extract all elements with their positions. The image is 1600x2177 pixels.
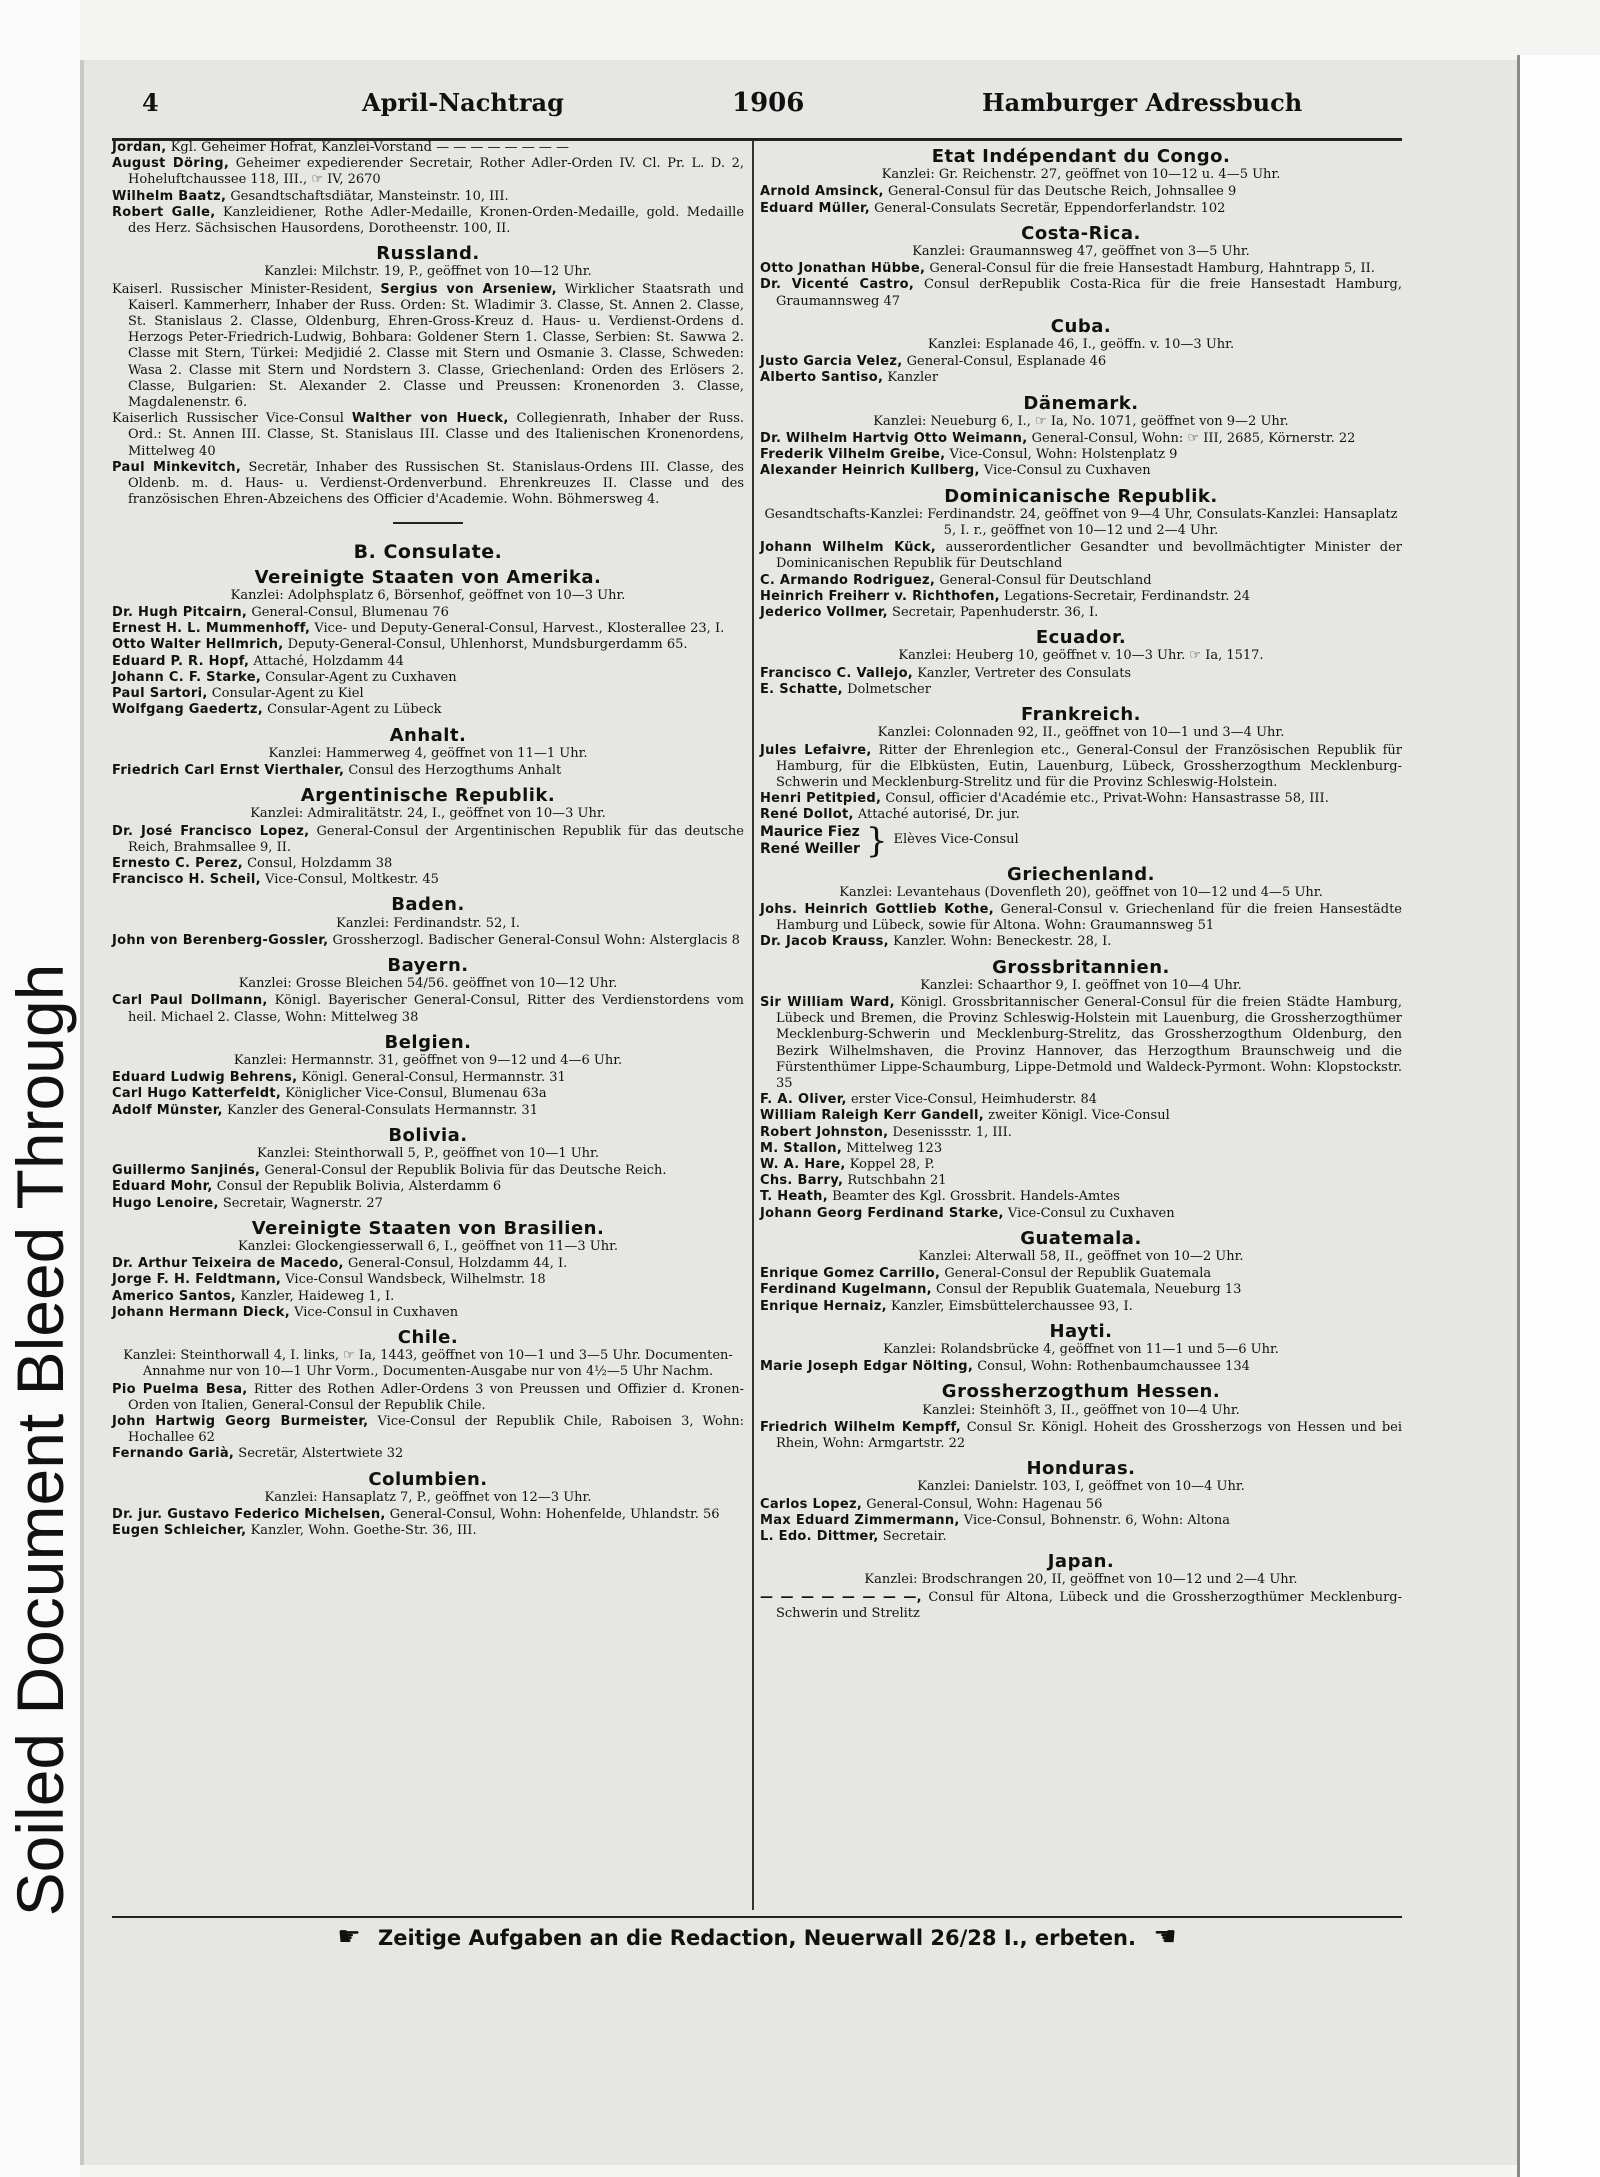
entry [112,993,744,1025]
entry-text: Consul, Wohn: Rothenbaumchaussee 134 [977,1359,1250,1375]
entry-name: Guillermo Sanjinés, [112,1163,261,1179]
entry-text: General-Consulats Secretär, Eppendorferlandstr. 102 [874,200,1226,216]
entry [760,1497,1402,1513]
entry-name: Alexander Heinrich Kullberg, [760,463,980,479]
entry [112,1256,744,1272]
entry-text: Elèves Vice-Consul [893,832,1019,848]
entry-name: Jules Lefaivre, [760,742,872,758]
entry-prefix: Kaiserl. Russischer Minister-Resident, [112,281,373,297]
left-column [112,140,744,1539]
entry-name: Walther von Hueck, [351,411,509,427]
side-margin-label-strip [0,0,80,2177]
kanzlei-line: Kanzlei: Glockengiesserwall 6, I., geöffnet von 11—3 Uhr. [238,1238,618,1254]
entry-text: General-Consul, Esplanade 46 [906,354,1107,370]
entry [112,824,744,856]
entry-text: Grossherzogl. Badischer General-Consul Wohn: Alsterglacis 8 [332,932,740,948]
entry [760,1359,1402,1375]
entry-name: — — — — — — — —, [760,1589,922,1605]
entry [112,605,744,621]
kanzlei-line: Kanzlei: Esplanade 46, I., geöffn. v. 10—3 Uhr. [927,337,1235,353]
kanzlei-line: Kanzlei: Heuberg 10, geöffnet v. 10—3 Uhr. ☞ Ia, 1517. [898,648,1264,664]
country-heading: Dänemark. [1023,392,1139,414]
entry-name: Paul Sartori, [112,686,208,702]
entry-text: Vice-Consul der Republik Chile, Raboisen 3, Wohn: Hochallee 62 [128,1414,744,1446]
entry-text: Königl. Grossbritannischer General-Consul für die freien Städte Hamburg, Lübeck und Bremen, die Provinz Schleswig-Holstein mit Lauenburg, die Grossherzogthümer Mecklenburg-Schwerin und Mecklenburg-Strelitz, das Grossherzogthum Oldenburg, den Bezirk Wilhelmshaven, die Provinz Hannover, das Herzogthum Braunschweig und die Fürstenthümer Lippe-Schaumburg, Lippe-Detmold und Waldeck-Pyrmont. Wohn: Klopstockstr. 35 [776,994,1402,1091]
entry [760,1189,1402,1205]
entry-text: Secretair, Papenhuderstr. 36, I. [892,605,1099,621]
entry-name: Jorge F. H. Feldtmann, [112,1272,282,1288]
entry [760,1108,1402,1124]
entry [760,902,1402,934]
entry-name: Sir William Ward, [760,994,895,1010]
kanzlei-line: Kanzlei: Hermannstr. 31, geöffnet von 9—12 und 4—6 Uhr. [233,1052,623,1068]
entry-text: Kanzler, Haideweg 1, I. [240,1288,395,1304]
entry-name: Ernest H. L. Mummenhoff, [112,621,311,637]
entry-name: Enrique Gomez Carrillo, [760,1266,941,1282]
entry [760,277,1402,309]
entry-name: Fernando Garià, [112,1446,235,1462]
entry [760,370,1402,386]
column-divider [752,140,754,1910]
entry [760,447,1402,463]
entry-text: Secretär, Inhaber des Russischen St. Stanislaus-Ordens III. Classe, des Oldenb. m. d. Haus- u. Verdienst-Ordenverbund. Ehrenkreuzes II. Classe und des französischen Ehren-Abzeichens des Officier d'Academie. Wohn. Böhmersweg 4. [128,459,744,508]
entry [760,1420,1402,1452]
entry [112,686,744,702]
kanzlei-line: Kanzlei: Admiralitätstr. 24, I., geöffnet von 10—3 Uhr. [250,806,606,822]
country-heading: Griechenland. [1007,863,1155,885]
entry-name: Max Eduard Zimmermann, [760,1512,960,1528]
entry [760,807,1402,823]
kanzlei-line: Kanzlei: Danielstr. 103, I, geöffnet von 10—4 Uhr. [917,1479,1245,1495]
entry-name: Francisco C. Vallejo, [760,665,914,681]
entry [112,411,744,460]
entry-name: Carl Paul Dollmann, [112,993,268,1009]
entry-text: Kanzler, Vertreter des Consulats [917,665,1132,681]
entry-name: Friedrich Wilhelm Kempff, [760,1419,961,1435]
entry-name: Eduard Müller, [760,200,871,216]
kanzlei-line: Kanzlei: Rolandsbrücke 4, geöffnet von 11—1 und 5—6 Uhr. [883,1342,1279,1357]
entry-text: Kgl. Geheimer Hofrat, Kanzlei-Vorstand — — — — — — — — [170,140,570,155]
footer-text: Zeitige Aufgaben an die Redaction, Neuerwall 26/28 I., erbeten. [378,1926,1136,1950]
entry-name: Dr. José Francisco Lopez, [112,823,310,839]
page-header [112,82,1402,141]
country-heading: Anhalt. [389,724,467,746]
entry [760,1590,1402,1622]
entry [112,872,744,888]
entry-name: John Hartwig Georg Burmeister, [112,1414,369,1430]
country-heading: Honduras. [1026,1458,1136,1480]
kanzlei-line: Kanzlei: Levantehaus (Dovenfleth 20), geöffnet von 10—12 und 4—5 Uhr. [839,884,1323,900]
entry [760,184,1402,200]
entry-name: Jordan, [112,140,167,155]
entry [760,934,1402,950]
entry [760,1157,1402,1173]
entry [112,156,744,188]
entry-text: Kanzler, Eimsbüttelerchaussee 93, I. [890,1298,1133,1314]
entry-name: Johann Georg Ferdinand Starke, [760,1205,1004,1221]
entry-name: Eduard Ludwig Behrens, [112,1070,298,1086]
entry [760,573,1402,589]
kanzlei-line: Kanzlei: Ferdinandstr. 52, I. [336,915,520,931]
entry-text: Wirklicher Staatsrath und Kaiserl. Kammerherr, Inhaber der Russ. Orden: St. Wladimir 3. Classe, St. Annen 2. Classe, St. Stanislaus 2. Classe, Oldenburg, Ehren-Gross-Kreuz d. Haus- u. Verdienst-Ordens d. Herzogs Peter-Friedrich-Ludwig, Bohbara: Goldener Stern 1. Classe, Serbien: St. Sawwa 2. Classe mit Stern, Türkei: Medjidié 2. Classe mit Stern und Osmanie 3. Classe, Schweden: Wasa 2. Classe mit Stern und Nordstern 3. Classe, Griechenland: Orden des Erlösers 2. Classe, Bulgarien: St. Alexander 2. Classe und Preussen: Kronenorden 3. Classe, Magdalenenstr. 6. [128,281,744,411]
entry [760,1529,1402,1545]
entry-text: Vice- und Deputy-General-Consul, Harvest., Klosterallee 23, I. [314,621,725,637]
country-heading: Frankreich. [1020,704,1142,726]
entry-text: Vice-Consul, Moltkestr. 45 [265,872,439,888]
entry [112,1196,744,1212]
entry-name: Dr. Hugh Pitcairn, [112,605,248,621]
entry-text: Attaché, Holzdamm 44 [253,653,404,669]
entry [112,1086,744,1102]
country-heading: Costa-Rica. [1021,222,1141,244]
kanzlei-line: Kanzlei: Adolphsplatz 6, Börsenhof, geöffnet von 10—3 Uhr. [230,587,626,603]
entry [112,205,744,237]
entry [112,1446,744,1462]
entry-text: ausserordentlicher Gesandter und bevollmächtigter Minister der Dominicanischen Republik für Deutschland [776,540,1403,572]
entry [112,933,744,949]
country-heading: Bolivia. [388,1124,468,1146]
bracket-names [760,824,860,856]
entry-name: Friedrich Carl Ernst Vierthaler, [112,762,345,778]
entry [760,261,1402,277]
kanzlei-line: Kanzlei: Gr. Reichenstr. 27, geöffnet von 10—12 u. 4—5 Uhr. [881,167,1281,183]
entry-text: Consul des Herzogthums Anhalt [348,762,562,778]
entry-text: General-Consul v. Griechenland für die freien Hansestädte Hamburg und Lübeck, sowie für Altona. Wohn: Graumannsweg 51 [776,901,1402,934]
entry [112,856,744,872]
entry-text: General-Consul, Wohn: Hagenau 56 [866,1496,1103,1512]
entry [760,431,1402,447]
entry-name: Johann Hermann Dieck, [112,1304,290,1320]
entry [760,682,1402,698]
entry-name: T. Heath, [760,1189,828,1205]
entry-name: Adolf Münster, [112,1102,223,1118]
entry-name: Hugo Lenoire, [112,1195,219,1211]
section-heading: B. Consulate. [353,541,503,564]
entry [760,540,1402,572]
edition-label: April-Nachtrag [362,88,564,117]
entry [112,637,744,653]
country-heading: Dominicanische Republik. [944,485,1218,507]
entry-text: Vice-Consul Wandsbeck, Wilhelmstr. 18 [285,1272,546,1288]
entry-name: John von Berenberg-Gossler, [112,932,329,948]
kanzlei-line: Kanzlei: Grosse Bleichen 54/56. geöffnet von 10—12 Uhr. [238,976,618,992]
entry-name: Eduard P. R. Hopf, [112,653,250,669]
entry-prefix: Kaiserlich Russischer Vice-Consul [112,411,344,427]
entry [760,666,1402,682]
entry-text: Consul der Republik Bolivia, Alsterdamm 6 [216,1179,502,1195]
entry [112,1179,744,1195]
entry-name: Dr. Vicenté Castro, [760,277,915,293]
entry-text: Geheimer expedierender Secretair, Rother Adler-Orden IV. Cl. Pr. L. D. 2, Hoheluftchaussee 118, III., ☞ IV, 2670 [128,156,744,188]
entry-text: General-Consul für das Deutsche Reich, Johnsallee 9 [887,184,1237,200]
entry-text: General-Consul der Republik Bolivia für das Deutsche Reich. [264,1163,667,1179]
kanzlei-line: Kanzlei: Colonnaden 92, II., geöffnet von 10—1 und 3—4 Uhr. [877,725,1285,741]
entry-name: Ernesto C. Perez, [112,855,243,871]
entry-text: Consul, officier d'Académie etc., Privat-Wohn: Hansastrasse 58, III. [885,791,1329,807]
entry [760,995,1402,1092]
entry [112,1523,744,1539]
entry [112,140,744,156]
entry-name: Frederik Vilhelm Greibe, [760,447,946,463]
entry-text: General-Consul für Deutschland [939,572,1152,588]
entry-text: Rutschbahn 21 [847,1173,947,1189]
country-heading: Baden. [391,894,465,916]
entry-name: Arnold Amsinck, [760,184,884,200]
entry-text: Beamter des Kgl. Grossbrit. Handels-Amtes [832,1189,1120,1205]
entry-name: Justo Garcia Velez, [760,354,903,370]
entry-name: Johann C. F. Starke, [112,669,262,685]
entry-text: Consul, Holzdamm 38 [247,855,393,871]
section-divider [393,522,463,524]
entry-text: Collegienrath, Inhaber der Russ. Ord.: St. Annen III. Classe, St. Stanislaus III. Classe und des Italienischen Kronenordens, Mittelweg 40 [128,411,745,459]
entry-name: Eduard Mohr, [112,1179,213,1195]
entry [760,1266,1402,1282]
entry-name: William Raleigh Kerr Gandell, [760,1108,984,1124]
entry-name: Robert Johnston, [760,1124,889,1140]
country-heading: Belgien. [384,1031,472,1053]
entry-name: Carlos Lopez, [760,1496,863,1512]
entry-text: Consul Sr. Königl. Hoheit des Grossherzogs von Hessen und bei Rhein, Wohn: Armgartstr. 22 [776,1419,1402,1452]
entry-name: Johann Wilhelm Kück, [760,540,937,556]
entry-text: General-Consul der Argentinischen Republik für das deutsche Reich, Brahmsallee 9, II. [128,823,744,855]
entry-name: Maurice Fiez [760,824,860,841]
side-margin-label: Soiled Document Bleed Through [3,963,77,1917]
entry-text: Desenissstr. 1, III. [892,1124,1012,1140]
footer-notice [112,1922,1402,1952]
kanzlei-line: Kanzlei: Steinthorwall 5, P., geöffnet von 10—1 Uhr. [257,1145,599,1161]
entry [760,201,1402,217]
entry-text: Secretär, Alstertwiete 32 [238,1446,404,1462]
entry [760,589,1402,605]
entry-text: erster Vice-Consul, Heimhuderstr. 84 [850,1092,1098,1108]
entry-name: L. Edo. Dittmer, [760,1529,879,1545]
entry-text: zweiter Königl. Vice-Consul [988,1108,1170,1124]
entry [112,670,744,686]
entry [760,463,1402,479]
entry-text: Kanzler des General-Consulats Hermannstr. 31 [226,1102,538,1118]
country-heading: Guatemala. [1020,1227,1142,1249]
entry-name: Otto Walter Hellmrich, [112,637,284,653]
country-heading: Cuba. [1050,315,1112,337]
entry [112,282,744,412]
entry-name: Ferdinand Kugelmann, [760,1282,932,1298]
country-heading: Grossherzogthum Hessen. [941,1381,1221,1403]
country-heading: Chile. [397,1327,459,1348]
entry-text: Secretair. [882,1529,947,1545]
left-country-list [112,566,744,1540]
entry-text: Mittelweg 123 [846,1140,943,1156]
entry-text: Consular-Agent zu Lübeck [267,702,442,718]
entry-name: René Dollot, [760,807,854,823]
entry-name: Eugen Schleicher, [112,1523,247,1539]
entry-name: Francisco H. Scheil, [112,872,261,888]
bracket-entry [760,820,1402,861]
page-edge [1517,55,1600,2177]
entry-name: Jederico Vollmer, [760,605,888,621]
entry-text: General-Consul für die freie Hansestadt Hamburg, Hahntrapp 5, II. [929,261,1375,277]
entry [760,1299,1402,1315]
entry-name: Paul Minkevitch, [112,459,242,475]
kanzlei-line: Kanzlei: Steinthorwall 4, I. links, ☞ Ia, 1443, geöffnet von 10—1 und 3—5 Uhr. Documenten-Annahme nur von 10—1 Uhr Vorm., Documenten-Ausgabe nur von 4½—5 Uhr Nachm. [123,1348,733,1380]
entry-text: Vice-Consul zu Cuxhaven [983,463,1151,479]
page-number: 4 [142,88,159,117]
footer-rule [112,1916,1402,1918]
kanzlei-line: Gesandtschafts-Kanzlei: Ferdinandstr. 24, geöffnet von 9—4 Uhr, Consulats-Kanzlei: Hansaplatz 5, I. r., geöffnet von 10—12 und 2—4 Uhr. [764,506,1398,539]
entry-name: Americo Santos, [112,1288,237,1304]
entry-text: Ritter der Ehrenlegion etc., General-Consul der Französischen Republik für Hamburg, für die Elbküsten, Eutin, Lauenburg, Lübeck, Grossherzogthum Mecklenburg-Schwerin und Mecklenburg-Strelitz und für die Provinz Schleswig-Holstein. [776,742,1402,790]
kanzlei-line: Kanzlei: Alterwall 58, II., geöffnet von 10—2 Uhr. [918,1248,1244,1264]
entry-name: Robert Galle, [112,204,216,220]
kanzlei-line: Kanzlei: Milchstr. 19, P., geöffnet von 10—12 Uhr. [264,264,592,280]
entry [112,460,744,509]
entry-name: M. Stallon, [760,1140,843,1156]
country-heading: Bayern. [387,954,469,976]
entry-text: Kanzler. Wohn: Beneckestr. 28, I. [893,934,1112,950]
entry-text: Secretair, Wagnerstr. 27 [222,1195,383,1211]
entry-name: Henri Petitpied, [760,791,882,807]
entry [760,605,1402,621]
entry-text: Gesandtschaftsdiätar, Mansteinstr. 10, III. [230,188,509,204]
kanzlei-line: Kanzlei: Schaarthor 9, I. geöffnet von 10—4 Uhr. [920,977,1242,993]
entry [112,1382,744,1414]
country-heading: Russland. [376,243,480,265]
entry-text: Attaché autorisé, Dr. jur. [857,807,1020,823]
entry-text: Consul für Altona, Lübeck und die Grossherzogthümer Mecklenburg-Schwerin und Strelitz [776,1589,1403,1621]
entry-text: Vice-Consul, Bohnenstr. 6, Wohn: Altona [963,1512,1231,1528]
entry [760,1141,1402,1157]
entry-name: Pio Puelma Besa, [112,1381,248,1397]
country-heading: Columbien. [368,1468,488,1490]
entry [112,654,744,670]
entry-name: Enrique Hernaiz, [760,1298,887,1314]
kanzlei-line: Kanzlei: Neueburg 6, I., ☞ Ia, No. 1071, geöffnet von 9—2 Uhr. [873,413,1289,429]
entry [112,702,744,718]
entry-name: Carl Hugo Katterfeldt, [112,1086,282,1102]
entry-text: Deputy-General-Consul, Uhlenhorst, Mundsburgerdamm 65. [287,637,688,653]
entry [112,189,744,205]
entry-name: Otto Jonathan Hübbe, [760,261,926,277]
country-heading: Ecuador. [1035,627,1127,649]
entry-text: Ritter des Rothen Adler-Ordens 3 von Preussen und Offizier d. Kronen-Orden von Italien, General-Consul der Republik Chile. [128,1381,744,1413]
country-heading: Vereinigte Staaten von Amerika. [254,566,602,588]
book-title: Hamburger Adressbuch [982,88,1303,117]
entry [112,1507,744,1523]
entry-text: Königlicher Vice-Consul, Blumenau 63a [285,1086,547,1102]
entry [112,1414,744,1446]
left-top-entries [112,140,744,237]
entry-name: Dr. jur. Gustavo Federico Michelsen, [112,1507,386,1523]
kanzlei-line: Kanzlei: Brodschrangen 20, II, geöffnet von 10—12 und 2—4 Uhr. [864,1572,1298,1588]
entry-name: Marie Joseph Edgar Nölting, [760,1359,974,1375]
entry-text: Königl. General-Consul, Hermannstr. 31 [301,1070,566,1086]
right-column [760,140,1402,1622]
entry-name: Heinrich Freiherr v. Richthofen, [760,588,1000,604]
entry-name: Dr. Jacob Krauss, [760,934,889,950]
entry [760,1206,1402,1222]
entry-text: General-Consul, Wohn: Hohenfelde, Uhlandstr. 56 [389,1507,720,1523]
entry-name: C. Armando Rodriguez, [760,572,936,588]
entry-name: Johs. Heinrich Gottlieb Kothe, [760,901,994,917]
entry-text: Vice-Consul, Wohn: Holstenplatz 9 [949,447,1178,463]
entry-text: Koppel 28, P. [849,1156,935,1172]
entry-text: Legations-Secretair, Ferdinandstr. 24 [1004,588,1251,604]
entry [760,1282,1402,1298]
entry [112,1163,744,1179]
entry-text: Dolmetscher [847,681,931,697]
entry-text: Vice-Consul in Cuxhaven [294,1304,459,1320]
entry-name: August Döring, [112,156,230,172]
pointing-hand-left-icon: ☛ [337,1922,361,1952]
entry-text: Consular-Agent zu Kiel [211,686,364,702]
entry-name: Dr. Wilhelm Hartvig Otto Weimann, [760,431,1028,447]
entry [112,621,744,637]
entry [112,763,744,779]
entry-text: General-Consul, Blumenau 76 [251,605,449,621]
entry [112,1103,744,1119]
entry-name: Wolfgang Gaedertz, [112,702,263,718]
entry [760,743,1402,792]
country-heading: Vereinigte Staaten von Brasilien. [251,1217,605,1239]
entry-text: Consular-Agent zu Cuxhaven [265,669,457,685]
entry [760,1513,1402,1529]
kanzlei-line: Kanzlei: Hammerweg 4, geöffnet von 11—1 Uhr. [268,745,588,761]
entry [760,1125,1402,1141]
entry-text: Consul der Republik Guatemala, Neueburg 13 [936,1282,1242,1298]
kanzlei-line: Kanzlei: Steinhöft 3, II., geöffnet von 10—4 Uhr. [922,1402,1240,1418]
entry-name: E. Schatte, [760,681,843,697]
entry [760,1173,1402,1189]
entry-text: Consul derRepublik Costa-Rica für die freie Hansestadt Hamburg, Graumannsweg 47 [776,277,1402,309]
entry-text: Vice-Consul zu Cuxhaven [1007,1205,1175,1221]
entry-text: General-Consul der Republik Guatemala [944,1266,1212,1282]
entry [760,1092,1402,1108]
kanzlei-line: Kanzlei: Hansaplatz 7, P., geöffnet von 12—3 Uhr. [264,1489,592,1505]
brace-icon: } [865,820,888,861]
entry-text: Kanzleidiener, Rothe Adler-Medaille, Kronen-Orden-Medaille, gold. Medaille des Herz. Sächsischen Hausordens, Dorotheenstr. 100, II. [128,204,745,237]
entry-name: Sergius von Arseniew, [380,281,557,297]
entry-name: Alberto Santiso, [760,370,884,386]
country-heading: Hayti. [1049,1320,1113,1342]
entry-text: Kanzler [887,370,939,386]
country-heading: Grossbritannien. [992,956,1170,978]
entry-name: W. A. Hare, [760,1156,846,1172]
country-heading: Argentinische Republik. [300,785,556,807]
pointing-hand-right-icon: ☚ [1153,1922,1177,1952]
entry-text: Königl. Bayerischer General-Consul, Ritter des Verdienstordens vom heil. Michael 2. Classe, Wohn: Mittelweg 38 [128,993,744,1025]
entry [112,1289,744,1305]
entry-name: René Weiller [760,840,860,857]
entry-name: Dr. Arthur Teixeira de Macedo, [112,1256,344,1272]
entry-text: General-Consul, Holzdamm 44, I. [347,1256,568,1272]
entry-text: General-Consul, Wohn: ☞ III, 2685, Körnerstr. 22 [1031,431,1356,447]
entry [760,791,1402,807]
entry-name: Wilhelm Baatz, [112,188,227,204]
entry-name: F. A. Oliver, [760,1092,847,1108]
entry [112,1070,744,1086]
year-label: 1906 [732,88,805,118]
entry [760,354,1402,370]
country-heading: Japan. [1047,1551,1115,1573]
entry [112,1305,744,1321]
entry-text: Kanzler, Wohn. Goethe-Str. 36, III. [250,1523,477,1539]
kanzlei-line: Kanzlei: Graumannsweg 47, geöffnet von 3—5 Uhr. [912,244,1250,260]
entry-name: Chs. Barry, [760,1173,844,1189]
entry [112,1272,744,1288]
country-heading: Etat Indépendant du Congo. [931,146,1231,167]
